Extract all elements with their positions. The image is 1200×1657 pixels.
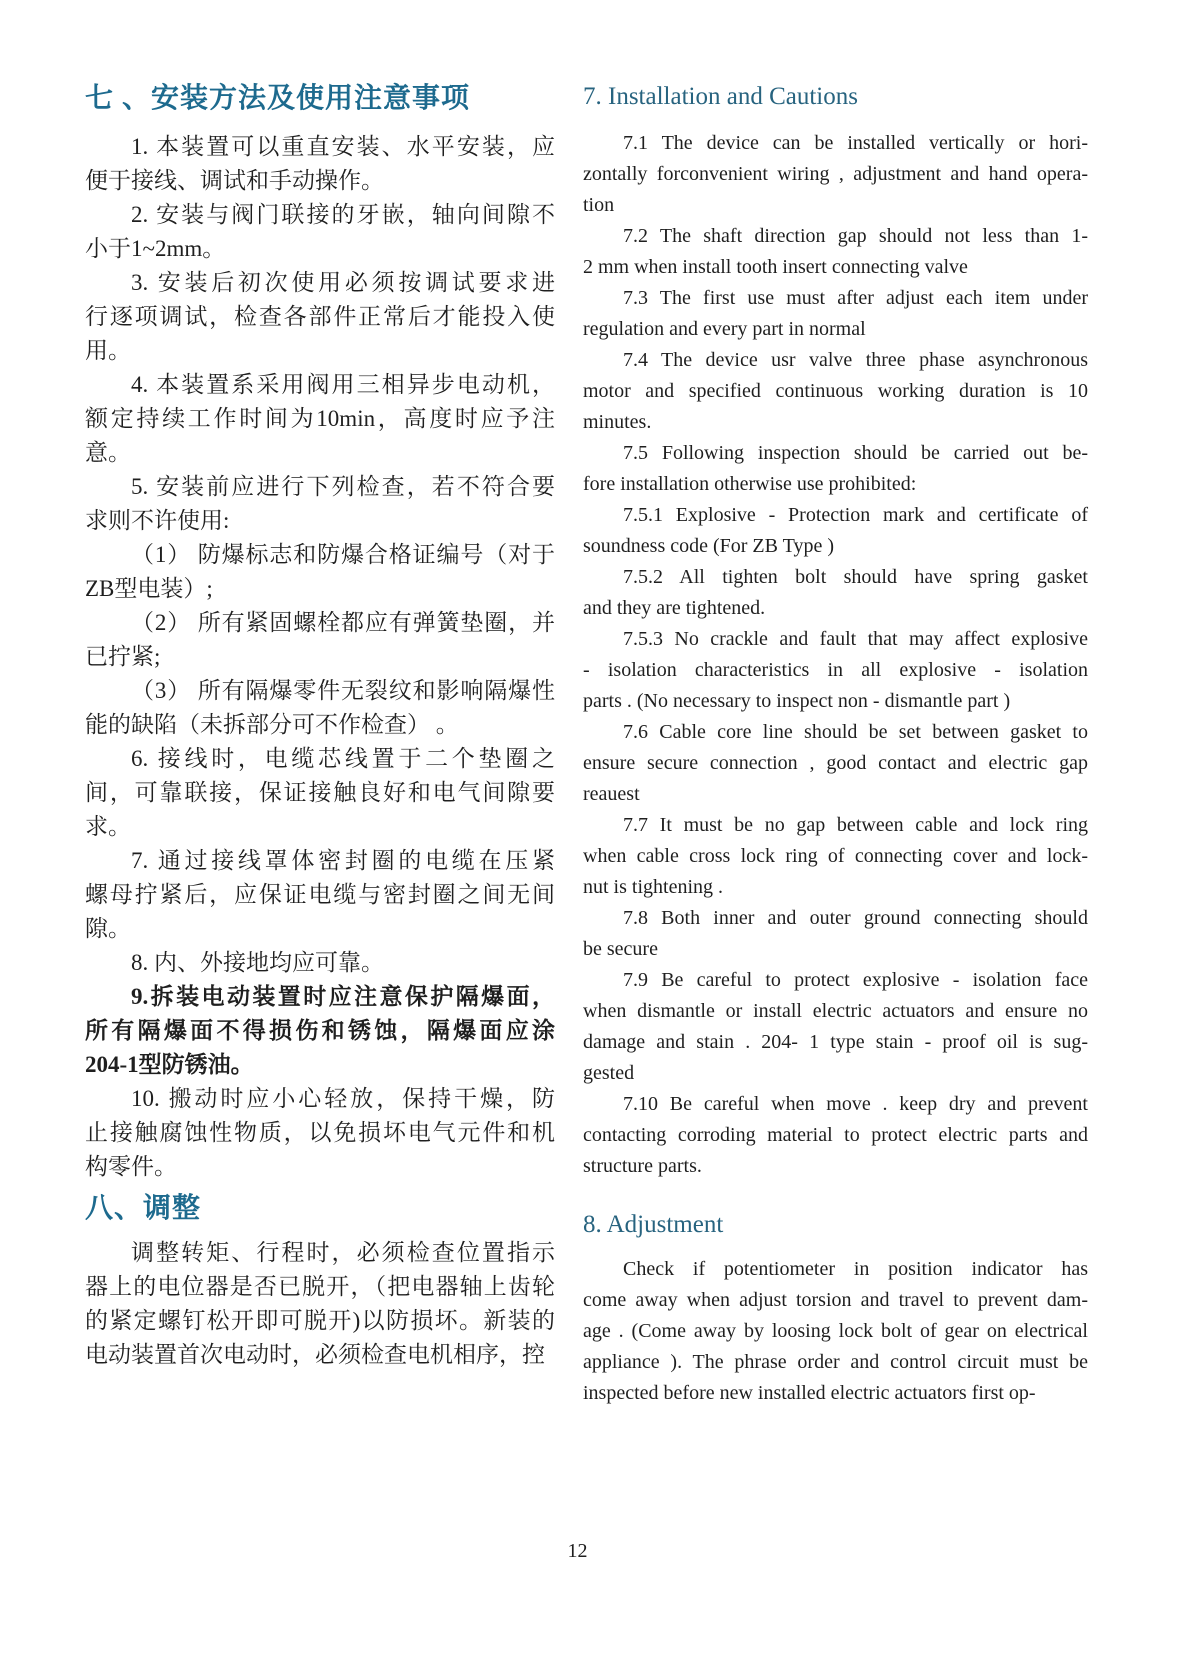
paragraph-en-7-2 bbox=[583, 221, 1088, 283]
text-line: 3. 安装后初次使用必须按调试要求进 bbox=[131, 270, 555, 295]
paragraph-zh-5-1 bbox=[85, 538, 555, 606]
text-line: soundness code (For ZB Type ) bbox=[583, 535, 834, 557]
text-line: Check if potentiometer in position indicator has bbox=[623, 1258, 1088, 1280]
text-line: 止接触腐蚀性物质，以免损坏电气元件和机 bbox=[85, 1120, 555, 1145]
text-line: zontally forconvenient wiring , adjustment and hand opera- bbox=[583, 163, 1088, 185]
paragraph-zh-9 bbox=[85, 980, 555, 1082]
paragraph-en-7-5-1 bbox=[583, 500, 1088, 562]
paragraph-en-7-4 bbox=[583, 345, 1088, 438]
paragraph-en-7-1 bbox=[583, 128, 1088, 221]
paragraph-zh-8 bbox=[85, 946, 555, 980]
text-line: 器上的电位器是否已脱开，（把电器轴上齿轮 bbox=[85, 1274, 555, 1299]
paragraph-zh-6 bbox=[85, 742, 555, 844]
paragraph-zh-4 bbox=[85, 368, 555, 470]
text-line: （3） 所有隔爆零件无裂纹和影响隔爆性 bbox=[131, 678, 555, 703]
text-line: regulation and every part in normal bbox=[583, 318, 866, 340]
paragraph-en-adjust bbox=[583, 1254, 1088, 1409]
chinese-column bbox=[85, 80, 555, 1409]
text-line: nut is tightening . bbox=[583, 876, 723, 898]
paragraph-zh-5-2 bbox=[85, 606, 555, 674]
text-line: damage and stain . 204- 1 type stain - proof oil is sug- bbox=[583, 1031, 1088, 1053]
text-line: minutes. bbox=[583, 411, 652, 433]
paragraph-en-7-5-2 bbox=[583, 562, 1088, 624]
text-line: 便于接线、调试和手动操作。 bbox=[85, 168, 384, 193]
text-line: 5. 安装前应进行下列检查，若不符合要 bbox=[131, 474, 555, 499]
text-line: 7.5 Following inspection should be carried out be- bbox=[623, 442, 1088, 464]
text-line: 8. 内、外接地均应可靠。 bbox=[131, 950, 384, 975]
paragraph-zh-10 bbox=[85, 1082, 555, 1184]
section-heading-8-zh: 八、调整 bbox=[85, 1193, 202, 1224]
text-line: 7. 通过接线罩体密封圈的电缆在压紧 bbox=[131, 848, 555, 873]
text-line: 行逐项调试，检查各部件正常后才能投入使 bbox=[85, 304, 555, 329]
paragraph-en-7-6 bbox=[583, 717, 1088, 810]
text-line: 2 mm when install tooth insert connecting valve bbox=[583, 256, 968, 278]
paragraph-zh-5 bbox=[85, 470, 555, 538]
text-line: 6. 接线时，电缆芯线置于二个垫圈之 bbox=[131, 746, 555, 771]
text-line: 额定持续工作时间为10min，高度时应予注 bbox=[85, 406, 555, 431]
text-line: 2. 安装与阀门联接的牙嵌，轴向间隙不 bbox=[131, 202, 555, 227]
text-line: 1. 本装置可以重直安装、水平安装，应 bbox=[131, 134, 555, 159]
text-line: parts . (No necessary to inspect non - dismantle part ) bbox=[583, 690, 1011, 712]
text-line: 7.5.1 Explosive - Protection mark and certificate of bbox=[623, 504, 1088, 526]
text-line: age . (Come away by loosing lock bolt of gear on electrical bbox=[583, 1320, 1088, 1342]
text-line: fore installation otherwise use prohibited: bbox=[583, 473, 917, 495]
text-line: 螺母拧紧后，应保证电缆与密封圈之间无间 bbox=[85, 882, 555, 907]
paragraph-en-7-5 bbox=[583, 438, 1088, 500]
text-line: 7.1 The device can be installed vertically or hori- bbox=[623, 132, 1088, 154]
page-content bbox=[85, 80, 1088, 1409]
text-line: 求则不许使用: bbox=[85, 508, 230, 533]
paragraph-zh-5-3 bbox=[85, 674, 555, 742]
text-line: 小于1~2mm。 bbox=[85, 236, 226, 261]
text-line: （1） 防爆标志和防爆合格证编号（对于 bbox=[131, 542, 555, 567]
paragraph-en-7-3 bbox=[583, 283, 1088, 345]
page-number: 12 bbox=[567, 1540, 588, 1562]
text-line: inspected before new installed electric actuators first op- bbox=[583, 1382, 1036, 1404]
text-line: contacting corroding material to protect electric parts and bbox=[583, 1124, 1088, 1146]
section-heading-7-zh: 七 、安装方法及使用注意事项 bbox=[85, 83, 471, 114]
text-line: ensure secure connection , good contact and electric gap bbox=[583, 752, 1088, 774]
text-line: when dismantle or install electric actuators and ensure no bbox=[583, 1000, 1088, 1022]
text-line: appliance ). The phrase order and control circuit must be bbox=[583, 1351, 1088, 1373]
paragraph-en-7-10 bbox=[583, 1089, 1088, 1182]
text-line: 7.3 The first use must after adjust each item under bbox=[623, 287, 1088, 309]
paragraph-zh-2 bbox=[85, 198, 555, 266]
text-line: 204-1型防锈油。 bbox=[85, 1052, 254, 1077]
section-heading-8-en: 8. Adjustment bbox=[583, 1211, 724, 1238]
text-line: 7.10 Be careful when move . keep dry and prevent bbox=[623, 1093, 1088, 1115]
text-line: 7.2 The shaft direction gap should not less than 1- bbox=[623, 225, 1088, 247]
text-line: 7.6 Cable core line should be set between gasket to bbox=[623, 721, 1088, 743]
text-line: （2） 所有紧固螺栓都应有弹簧垫圈，并 bbox=[131, 610, 555, 635]
text-line: reauest bbox=[583, 783, 640, 805]
text-line: 用。 bbox=[85, 338, 131, 363]
paragraph-zh-3 bbox=[85, 266, 555, 368]
paragraph-zh-adjust bbox=[85, 1236, 555, 1372]
text-line: 7.8 Both inner and outer ground connecting should bbox=[623, 907, 1088, 929]
english-column bbox=[583, 80, 1088, 1409]
text-line: 隙。 bbox=[85, 916, 131, 941]
paragraph-en-7-8 bbox=[583, 903, 1088, 965]
text-line: 的紧定螺钉松开即可脱开)以防损坏。新装的 bbox=[85, 1308, 555, 1333]
text-line: be secure bbox=[583, 938, 658, 960]
text-line: 求。 bbox=[85, 814, 131, 839]
text-line: - isolation characteristics in all explosive - isolation bbox=[583, 659, 1088, 681]
text-line: 7.7 It must be no gap between cable and lock ring bbox=[623, 814, 1088, 836]
text-line: 调整转矩、行程时，必须检查位置指示 bbox=[131, 1240, 555, 1265]
text-line: 7.5.3 No crackle and fault that may affect explosive bbox=[623, 628, 1088, 650]
text-line: 4. 本装置系采用阀用三相异步电动机， bbox=[131, 372, 555, 397]
text-line: 7.5.2 All tighten bolt should have spring gasket bbox=[623, 566, 1088, 588]
paragraph-en-7-7 bbox=[583, 810, 1088, 903]
text-line: 已拧紧; bbox=[85, 644, 161, 669]
text-line: 7.9 Be careful to protect explosive - isolation face bbox=[623, 969, 1088, 991]
text-line: 所有隔爆面不得损伤和锈蚀，隔爆面应涂 bbox=[85, 1018, 555, 1043]
text-line: 7.4 The device usr valve three phase asynchronous bbox=[623, 349, 1088, 371]
text-line: and they are tightened. bbox=[583, 597, 766, 619]
text-line: come away when adjust torsion and travel to prevent dam- bbox=[583, 1289, 1088, 1311]
text-line: 能的缺陷（未拆部分可不作检查） 。 bbox=[85, 712, 459, 737]
paragraph-en-7-9 bbox=[583, 965, 1088, 1089]
text-line: 构零件。 bbox=[85, 1154, 177, 1179]
paragraph-zh-7 bbox=[85, 844, 555, 946]
text-line: 意。 bbox=[85, 440, 131, 465]
section-heading-7-en: 7. Installation and Cautions bbox=[583, 83, 858, 110]
text-line: ZB型电装）; bbox=[85, 576, 213, 601]
text-line: tion bbox=[583, 194, 615, 216]
text-line: motor and specified continuous working duration is 10 bbox=[583, 380, 1088, 402]
paragraph-en-7-5-3 bbox=[583, 624, 1088, 717]
text-line: gested bbox=[583, 1062, 635, 1084]
text-line: structure parts. bbox=[583, 1155, 702, 1177]
text-line: 电动装置首次电动时，必须检查电机相序，控 bbox=[85, 1342, 545, 1367]
paragraph-zh-1 bbox=[85, 130, 555, 198]
text-line: 间，可靠联接，保证接触良好和电气间隙要 bbox=[85, 780, 555, 805]
text-line: 9.拆装电动装置时应注意保护隔爆面， bbox=[131, 984, 555, 1009]
text-line: when cable cross lock ring of connecting cover and lock- bbox=[583, 845, 1088, 867]
text-line: 10. 搬动时应小心轻放，保持干燥，防 bbox=[131, 1086, 555, 1111]
